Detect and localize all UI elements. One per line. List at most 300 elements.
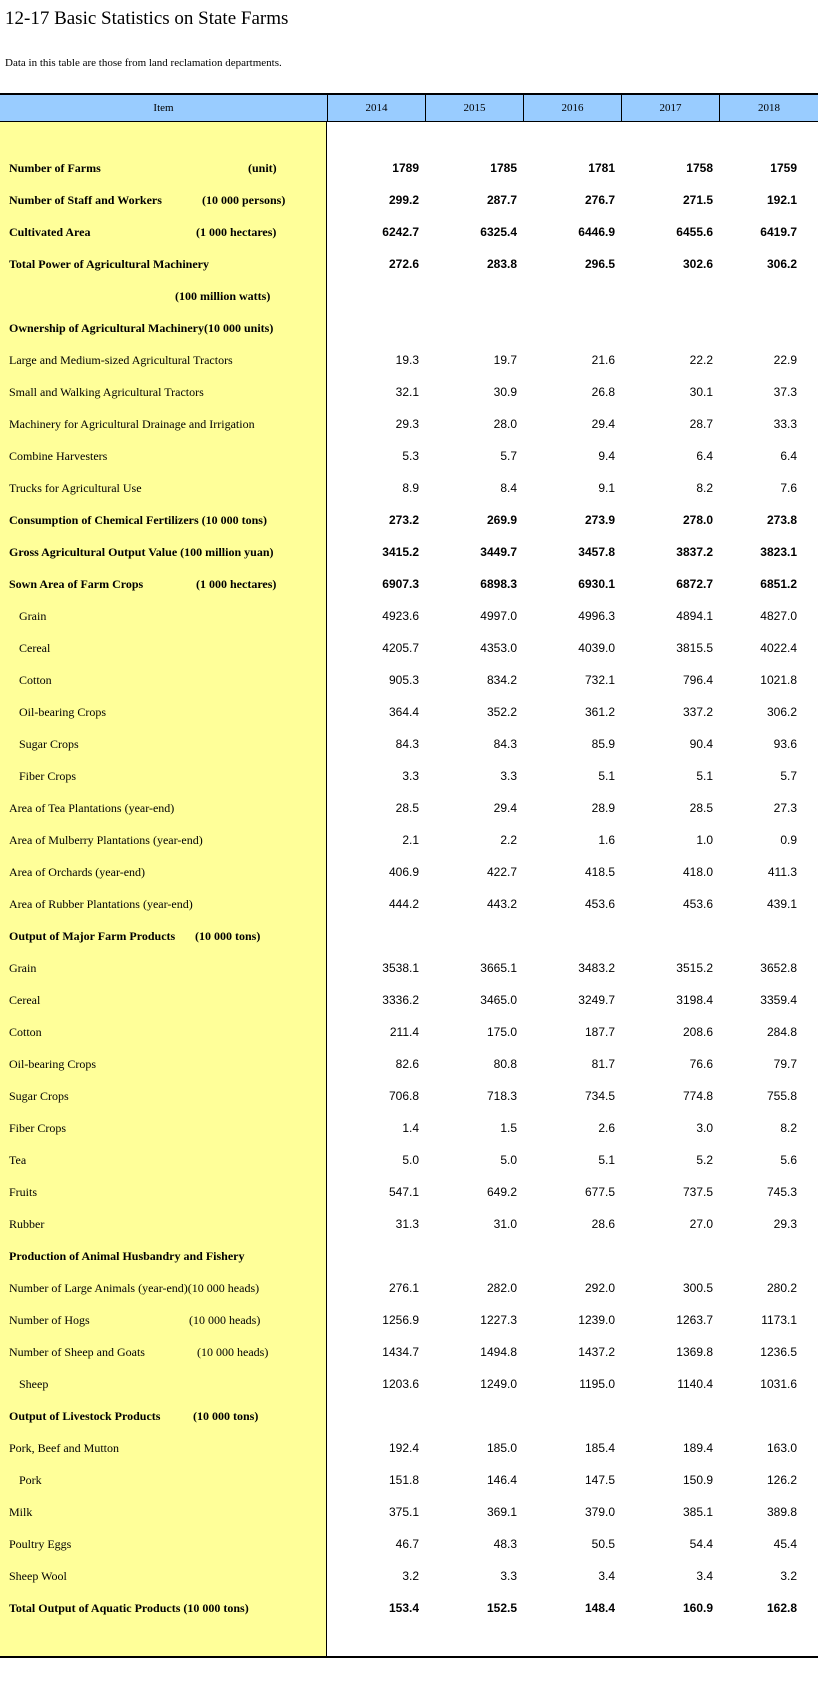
- table-row: [0, 696, 818, 728]
- cell-value: 29.4: [493, 801, 517, 815]
- table-body: [0, 122, 818, 1659]
- cell-value: 31.0: [493, 1217, 517, 1231]
- table-row: [0, 1432, 818, 1464]
- cell-value: 834.2: [486, 673, 517, 687]
- table-row: [0, 1304, 818, 1336]
- row-label: Oil-bearing Crops: [19, 705, 106, 719]
- row-unit: (10 000 persons): [202, 193, 286, 207]
- cell-value: 1369.8: [676, 1345, 713, 1359]
- cell-value: 706.8: [388, 1089, 419, 1103]
- cell-value: 6446.9: [578, 225, 615, 239]
- header-year: 2016: [523, 95, 621, 122]
- row-label: Poultry Eggs: [9, 1537, 72, 1551]
- cell-value: 26.8: [591, 385, 615, 399]
- cell-value: 152.5: [486, 1601, 517, 1615]
- table-row: [0, 1112, 818, 1144]
- cell-value: 774.8: [682, 1089, 713, 1103]
- cell-value: 162.8: [766, 1601, 797, 1615]
- row-label: Fruits: [9, 1185, 38, 1199]
- cell-value: 8.4: [500, 481, 517, 495]
- cell-value: 732.1: [584, 673, 615, 687]
- cell-value: 3457.8: [578, 545, 615, 559]
- cell-value: 6907.3: [382, 577, 419, 591]
- row-label: Number of Sheep and Goats: [9, 1345, 145, 1359]
- table-row: [0, 952, 818, 984]
- cell-value: 649.2: [486, 1185, 517, 1199]
- table-row: [0, 1080, 818, 1112]
- row-unit: (10 000 heads): [197, 1345, 269, 1359]
- table-row: [0, 312, 818, 344]
- row-label: Milk: [9, 1505, 33, 1519]
- table-row: [0, 280, 818, 312]
- cell-value: 45.4: [773, 1537, 797, 1551]
- cell-value: 187.7: [584, 1025, 615, 1039]
- row-label: Area of Rubber Plantations (year-end): [9, 897, 193, 911]
- cell-value: 9.4: [598, 449, 615, 463]
- cell-value: 185.0: [486, 1441, 517, 1455]
- cell-value: 272.6: [388, 257, 419, 271]
- cell-value: 3198.4: [676, 993, 713, 1007]
- cell-value: 6872.7: [676, 577, 713, 591]
- cell-value: 31.3: [395, 1217, 419, 1231]
- cell-value: 1.0: [696, 833, 713, 847]
- row-label: Trucks for Agricultural Use: [9, 481, 142, 495]
- cell-value: 81.7: [591, 1057, 615, 1071]
- cell-value: 1434.7: [382, 1345, 419, 1359]
- cell-value: 3.4: [598, 1569, 615, 1583]
- cell-value: 148.4: [584, 1601, 615, 1615]
- table-header: [0, 93, 818, 122]
- cell-value: 3415.2: [382, 545, 419, 559]
- cell-value: 28.5: [689, 801, 713, 815]
- cell-value: 379.0: [584, 1505, 615, 1519]
- cell-value: 4827.0: [760, 609, 797, 623]
- cell-value: 3.3: [402, 769, 419, 783]
- table-row: [0, 440, 818, 472]
- table-note: Data in this table are those from land reclamation departments.: [5, 57, 282, 69]
- cell-value: 4039.0: [578, 641, 615, 655]
- row-label: Cereal: [19, 641, 51, 655]
- cell-value: 85.9: [591, 737, 615, 751]
- cell-value: 6930.1: [578, 577, 615, 591]
- cell-value: 4997.0: [480, 609, 517, 623]
- cell-value: 5.0: [402, 1153, 419, 1167]
- row-label: Rubber: [9, 1217, 45, 1231]
- cell-value: 444.2: [388, 897, 419, 911]
- cell-value: 5.6: [780, 1153, 797, 1167]
- table-row: [0, 1560, 818, 1592]
- cell-value: 3515.2: [676, 961, 713, 975]
- cell-value: 3.3: [500, 769, 517, 783]
- page-title: 12-17 Basic Statistics on State Farms: [5, 8, 289, 29]
- row-label: Cereal: [9, 993, 41, 1007]
- table-row: [0, 632, 818, 664]
- cell-value: 6419.7: [760, 225, 797, 239]
- cell-value: 5.1: [598, 769, 615, 783]
- row-unit: (unit): [248, 161, 277, 175]
- table-row: [0, 504, 818, 536]
- cell-value: 37.3: [773, 385, 797, 399]
- cell-value: 160.9: [682, 1601, 713, 1615]
- cell-value: 1.6: [598, 833, 615, 847]
- table-row: [0, 1464, 818, 1496]
- table-row: [0, 824, 818, 856]
- cell-value: 3249.7: [578, 993, 615, 1007]
- cell-value: 352.2: [486, 705, 517, 719]
- row-label: Gross Agricultural Output Value (100 million yuan): [9, 545, 274, 559]
- cell-value: 737.5: [682, 1185, 713, 1199]
- cell-value: 6242.7: [382, 225, 419, 239]
- cell-value: 453.6: [584, 897, 615, 911]
- table-row: [0, 216, 818, 248]
- cell-value: 4923.6: [382, 609, 419, 623]
- row-label: Area of Tea Plantations (year-end): [9, 801, 175, 815]
- cell-value: 1031.6: [760, 1377, 797, 1391]
- cell-value: 1249.0: [480, 1377, 517, 1391]
- row-label: Cultivated Area: [9, 225, 91, 239]
- cell-value: 273.2: [388, 513, 419, 527]
- cell-value: 3538.1: [382, 961, 419, 975]
- cell-value: 146.4: [486, 1473, 517, 1487]
- row-label: Pork: [19, 1473, 42, 1487]
- table-row: [0, 1368, 818, 1400]
- header-year: 2015: [425, 95, 523, 122]
- row-unit: (10 000 tons): [195, 929, 261, 943]
- bottom-rule: [0, 1656, 818, 1658]
- cell-value: 3815.5: [676, 641, 713, 655]
- cell-value: 6.4: [780, 449, 797, 463]
- row-label: Number of Farms: [9, 161, 101, 175]
- cell-value: 6851.2: [760, 577, 797, 591]
- row-label: Output of Livestock Products: [9, 1409, 161, 1423]
- cell-value: 8.2: [780, 1121, 797, 1135]
- cell-value: 46.7: [395, 1537, 419, 1551]
- cell-value: 369.1: [486, 1505, 517, 1519]
- cell-value: 439.1: [766, 897, 797, 911]
- row-label: Fiber Crops: [19, 769, 76, 783]
- cell-value: 1195.0: [579, 1377, 615, 1391]
- header-year: 2014: [327, 95, 425, 122]
- row-label: Area of Orchards (year-end): [9, 865, 146, 879]
- cell-value: 9.1: [598, 481, 615, 495]
- table-row: [0, 728, 818, 760]
- table-row: [0, 184, 818, 216]
- table-row: [0, 856, 818, 888]
- cell-value: 677.5: [584, 1185, 615, 1199]
- cell-value: 1021.8: [760, 673, 797, 687]
- cell-value: 5.1: [696, 769, 713, 783]
- table-row: [0, 1528, 818, 1560]
- row-label: Sown Area of Farm Crops: [9, 577, 144, 591]
- cell-value: 1.4: [402, 1121, 419, 1135]
- cell-value: 306.2: [766, 257, 797, 271]
- row-label: Machinery for Agricultural Drainage and Irrigation: [9, 417, 255, 431]
- cell-value: 153.4: [388, 1601, 419, 1615]
- row-label: Tea: [9, 1153, 27, 1167]
- cell-value: 796.4: [682, 673, 713, 687]
- row-label: Consumption of Chemical Fertilizers (10 000 tons): [9, 513, 267, 527]
- cell-value: 273.8: [766, 513, 797, 527]
- table-row: [0, 1400, 818, 1432]
- cell-value: 302.6: [682, 257, 713, 271]
- cell-value: 3665.1: [480, 961, 517, 975]
- cell-value: 905.3: [388, 673, 419, 687]
- cell-value: 28.0: [493, 417, 517, 431]
- row-label: Area of Mulberry Plantations (year-end): [9, 833, 203, 847]
- cell-value: 150.9: [682, 1473, 713, 1487]
- table-row: [0, 984, 818, 1016]
- cell-value: 547.1: [388, 1185, 419, 1199]
- table-row: [0, 248, 818, 280]
- cell-value: 1759: [770, 161, 797, 175]
- cell-value: 5.3: [402, 449, 419, 463]
- cell-value: 175.0: [486, 1025, 517, 1039]
- row-label: Grain: [19, 609, 47, 623]
- cell-value: 2.2: [500, 833, 517, 847]
- cell-value: 299.2: [388, 193, 419, 207]
- cell-value: 280.2: [766, 1281, 797, 1295]
- cell-value: 8.2: [696, 481, 713, 495]
- cell-value: 5.0: [500, 1153, 517, 1167]
- cell-value: 422.7: [486, 865, 517, 879]
- cell-value: 4996.3: [578, 609, 615, 623]
- row-label: Number of Staff and Workers: [9, 193, 162, 207]
- cell-value: 29.4: [591, 417, 615, 431]
- cell-value: 3483.2: [578, 961, 615, 975]
- cell-value: 269.9: [486, 513, 517, 527]
- table-row: [0, 152, 818, 184]
- cell-value: 287.7: [486, 193, 517, 207]
- cell-value: 93.6: [773, 737, 797, 751]
- cell-value: 453.6: [682, 897, 713, 911]
- cell-value: 745.3: [766, 1185, 797, 1199]
- cell-value: 1173.1: [761, 1313, 797, 1327]
- row-label: Cotton: [19, 673, 52, 687]
- table-row: [0, 760, 818, 792]
- cell-value: 84.3: [395, 737, 419, 751]
- cell-value: 79.7: [773, 1057, 797, 1071]
- cell-value: 1785: [490, 161, 517, 175]
- cell-value: 282.0: [486, 1281, 517, 1295]
- cell-value: 4894.1: [676, 609, 713, 623]
- cell-value: 3837.2: [676, 545, 713, 559]
- row-unit: (1 000 hectares): [196, 577, 277, 591]
- cell-value: 296.5: [584, 257, 615, 271]
- row-label: Sheep: [19, 1377, 49, 1391]
- cell-value: 337.2: [682, 705, 713, 719]
- cell-value: 5.1: [598, 1153, 615, 1167]
- cell-value: 90.4: [689, 737, 713, 751]
- cell-value: 27.0: [689, 1217, 713, 1231]
- cell-value: 734.5: [584, 1089, 615, 1103]
- cell-value: 300.5: [682, 1281, 713, 1295]
- cell-value: 1256.9: [382, 1313, 419, 1327]
- cell-value: 1789: [392, 161, 419, 175]
- cell-value: 1437.2: [578, 1345, 615, 1359]
- cell-value: 6898.3: [480, 577, 517, 591]
- cell-value: 19.3: [395, 353, 419, 367]
- table-row: [0, 536, 818, 568]
- cell-value: 5.7: [780, 769, 797, 783]
- cell-value: 208.6: [682, 1025, 713, 1039]
- cell-value: 3.3: [500, 1569, 517, 1583]
- cell-value: 3823.1: [760, 545, 797, 559]
- cell-value: 3336.2: [382, 993, 419, 1007]
- cell-value: 284.8: [766, 1025, 797, 1039]
- table-row: [0, 664, 818, 696]
- cell-value: 151.8: [388, 1473, 419, 1487]
- cell-value: 3465.0: [480, 993, 517, 1007]
- header-item: Item: [153, 102, 174, 114]
- row-label: Sugar Crops: [9, 1089, 69, 1103]
- cell-value: 385.1: [682, 1505, 713, 1519]
- row-label: Fiber Crops: [9, 1121, 66, 1135]
- row-label: Combine Harvesters: [9, 449, 108, 463]
- cell-value: 22.2: [689, 353, 713, 367]
- cell-value: 84.3: [493, 737, 517, 751]
- cell-value: 361.2: [584, 705, 615, 719]
- cell-value: 2.1: [402, 833, 419, 847]
- cell-value: 4353.0: [480, 641, 517, 655]
- cell-value: 192.4: [388, 1441, 419, 1455]
- cell-value: 411.3: [767, 865, 797, 879]
- cell-value: 718.3: [486, 1089, 517, 1103]
- cell-value: 1781: [588, 161, 615, 175]
- row-label: Oil-bearing Crops: [9, 1057, 96, 1071]
- row-label: Small and Walking Agricultural Tractors: [9, 385, 204, 399]
- cell-value: 189.4: [682, 1441, 713, 1455]
- cell-value: 126.2: [766, 1473, 797, 1487]
- cell-value: 5.7: [500, 449, 517, 463]
- table-row: [0, 344, 818, 376]
- cell-value: 76.6: [689, 1057, 713, 1071]
- cell-value: 50.5: [591, 1537, 615, 1551]
- cell-value: 4022.4: [760, 641, 797, 655]
- cell-value: 2.6: [598, 1121, 615, 1135]
- cell-value: 283.8: [486, 257, 517, 271]
- cell-value: 3359.4: [760, 993, 797, 1007]
- table-row: [0, 1208, 818, 1240]
- cell-value: 33.3: [773, 417, 797, 431]
- cell-value: 3.2: [780, 1569, 797, 1583]
- table-row: [0, 1272, 818, 1304]
- cell-value: 389.8: [766, 1505, 797, 1519]
- header-year: 2017: [621, 95, 719, 122]
- table-row: [0, 1336, 818, 1368]
- cell-value: 364.4: [388, 705, 419, 719]
- cell-value: 3.2: [402, 1569, 419, 1583]
- row-unit: (10 000 tons): [193, 1409, 259, 1423]
- table-row: [0, 568, 818, 600]
- cell-value: 80.8: [493, 1057, 517, 1071]
- cell-value: 3.4: [696, 1569, 713, 1583]
- cell-value: 29.3: [395, 417, 419, 431]
- cell-value: 1.5: [500, 1121, 517, 1135]
- cell-value: 21.6: [591, 353, 615, 367]
- cell-value: 211.4: [389, 1025, 419, 1039]
- table-row: [0, 1592, 818, 1624]
- row-label: Sheep Wool: [9, 1569, 67, 1583]
- row-label: Number of Hogs: [9, 1313, 90, 1327]
- cell-value: 54.4: [689, 1537, 713, 1551]
- table-row: [0, 792, 818, 824]
- table-row: [0, 1016, 818, 1048]
- cell-value: 1227.3: [480, 1313, 517, 1327]
- cell-value: 1203.6: [382, 1377, 419, 1391]
- cell-value: 8.9: [402, 481, 419, 495]
- cell-value: 28.6: [591, 1217, 615, 1231]
- cell-value: 292.0: [584, 1281, 615, 1295]
- cell-value: 1239.0: [578, 1313, 615, 1327]
- cell-value: 3652.8: [760, 961, 797, 975]
- table-row: [0, 1048, 818, 1080]
- table-row: [0, 1240, 818, 1272]
- cell-value: 6455.6: [676, 225, 713, 239]
- row-label: Production of Animal Husbandry and Fishery: [9, 1249, 245, 1263]
- table-row: [0, 920, 818, 952]
- cell-value: 0.9: [780, 833, 797, 847]
- cell-value: 1494.8: [480, 1345, 517, 1359]
- cell-value: 755.8: [766, 1089, 797, 1103]
- cell-value: 185.4: [584, 1441, 615, 1455]
- cell-value: 276.7: [584, 193, 615, 207]
- cell-value: 375.1: [388, 1505, 419, 1519]
- row-label: Grain: [9, 961, 37, 975]
- cell-value: 163.0: [766, 1441, 797, 1455]
- table-row: [0, 376, 818, 408]
- cell-value: 22.9: [773, 353, 797, 367]
- cell-value: 3449.7: [480, 545, 517, 559]
- cell-value: 1236.5: [760, 1345, 797, 1359]
- row-label: Ownership of Agricultural Machinery(10 000 units): [9, 321, 274, 335]
- row-label: Total Power of Agricultural Machinery: [9, 257, 209, 271]
- cell-value: 28.9: [591, 801, 615, 815]
- cell-value: 7.6: [780, 481, 797, 495]
- table-row: [0, 1144, 818, 1176]
- table-row: [0, 1176, 818, 1208]
- cell-value: 192.1: [766, 193, 797, 207]
- cell-value: 82.6: [395, 1057, 419, 1071]
- cell-value: 1758: [686, 161, 713, 175]
- cell-value: 273.9: [584, 513, 615, 527]
- row-unit: (100 million watts): [175, 289, 271, 303]
- row-label: Large and Medium-sized Agricultural Tractors: [9, 353, 233, 367]
- cell-value: 28.5: [395, 801, 419, 815]
- cell-value: 4205.7: [382, 641, 419, 655]
- cell-value: 28.7: [689, 417, 713, 431]
- header-year: 2018: [719, 95, 818, 122]
- cell-value: 271.5: [682, 193, 713, 207]
- cell-value: 306.2: [766, 705, 797, 719]
- cell-value: 406.9: [388, 865, 419, 879]
- cell-value: 418.5: [584, 865, 615, 879]
- cell-value: 418.0: [682, 865, 713, 879]
- cell-value: 276.1: [388, 1281, 419, 1295]
- cell-value: 3.0: [696, 1121, 713, 1135]
- row-unit: (1 000 hectares): [196, 225, 277, 239]
- cell-value: 48.3: [493, 1537, 517, 1551]
- table-row: [0, 888, 818, 920]
- cell-value: 32.1: [395, 385, 419, 399]
- cell-value: 278.0: [682, 513, 713, 527]
- cell-value: 6.4: [696, 449, 713, 463]
- cell-value: 30.1: [689, 385, 713, 399]
- table-row: [0, 408, 818, 440]
- row-label: Cotton: [9, 1025, 42, 1039]
- cell-value: 1263.7: [676, 1313, 713, 1327]
- cell-value: 29.3: [773, 1217, 797, 1231]
- table-row: [0, 1496, 818, 1528]
